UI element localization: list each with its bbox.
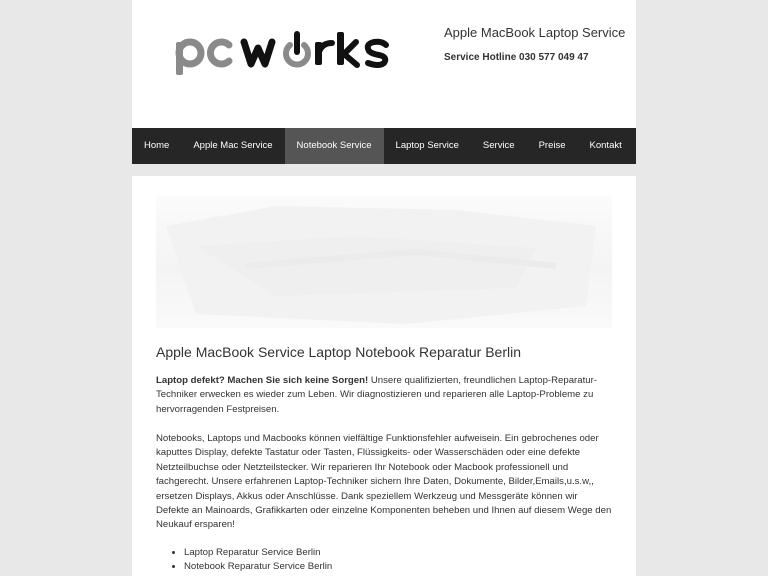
nav-preise[interactable]: Preise <box>538 140 566 151</box>
nav-home[interactable]: Home <box>144 140 170 151</box>
description-paragraph: Notebooks, Laptops und Macbooks können vielfältige Funktionsfehler aufweisein. Ein gebrochenes oder kaputtes Display, defekte Tastatur oder Tasten, Flüssigkeits- oder Wasserschäden oder eine defekte Netzteilbuchse oder Netzteilstecker. Wir reparieren Ihr Notebook oder Macbook professionell und fachgerecht. Unsere erfahrenen Laptop-Techniker sichern Ihre Daten, Dokumente, Bilder,Emails,u.s.w,, ersetzen Displays, Akkus oder Anschlüsse. Dank speziellem Werkzeug und Messgeräte können wir Defekte an Mainoards, Grafikkarten oder einzelne Komponenten beheben und Ihnen auf diesem Wege den Neukauf ersparen! <box>156 433 612 531</box>
main-navigation <box>132 128 636 164</box>
intro-bold-text: Laptop defekt? Machen Sie sich keine Sorgen! <box>156 375 369 386</box>
main-content <box>132 176 636 576</box>
nav-apple-mac-service[interactable]: Apple Mac Service <box>193 140 273 151</box>
list-item: • Laptop Reparatur Service Berlin <box>184 546 636 560</box>
intro-paragraph <box>156 374 612 417</box>
service-hotline: Service Hotline 030 577 049 47 <box>444 52 589 63</box>
site-title: Apple MacBook Laptop Service <box>444 25 626 40</box>
service-list <box>156 546 636 575</box>
hero-laptop-image <box>156 196 612 328</box>
nav-service[interactable]: Service <box>482 140 515 151</box>
site-header <box>132 0 636 128</box>
pcworks-logo[interactable] <box>174 30 392 76</box>
page-title: Apple MacBook Service Laptop Notebook Reparatur Berlin <box>156 344 521 360</box>
intro-text: Unsere qualifizierten, freundlichen Laptop-Reparatur-Techniker erwecken es wieder zum Leben. Wir diagnostizieren und reparieren alle Laptop-Probleme zu hervorragenden Festpreisen. <box>156 375 597 415</box>
nav-laptop-service[interactable]: Laptop Service <box>395 140 459 151</box>
nav-notebook-service[interactable]: Notebook Service <box>285 128 384 164</box>
list-item: • Notebook Reparatur Service Berlin <box>184 560 636 574</box>
nav-kontakt[interactable]: Kontakt <box>589 140 622 151</box>
